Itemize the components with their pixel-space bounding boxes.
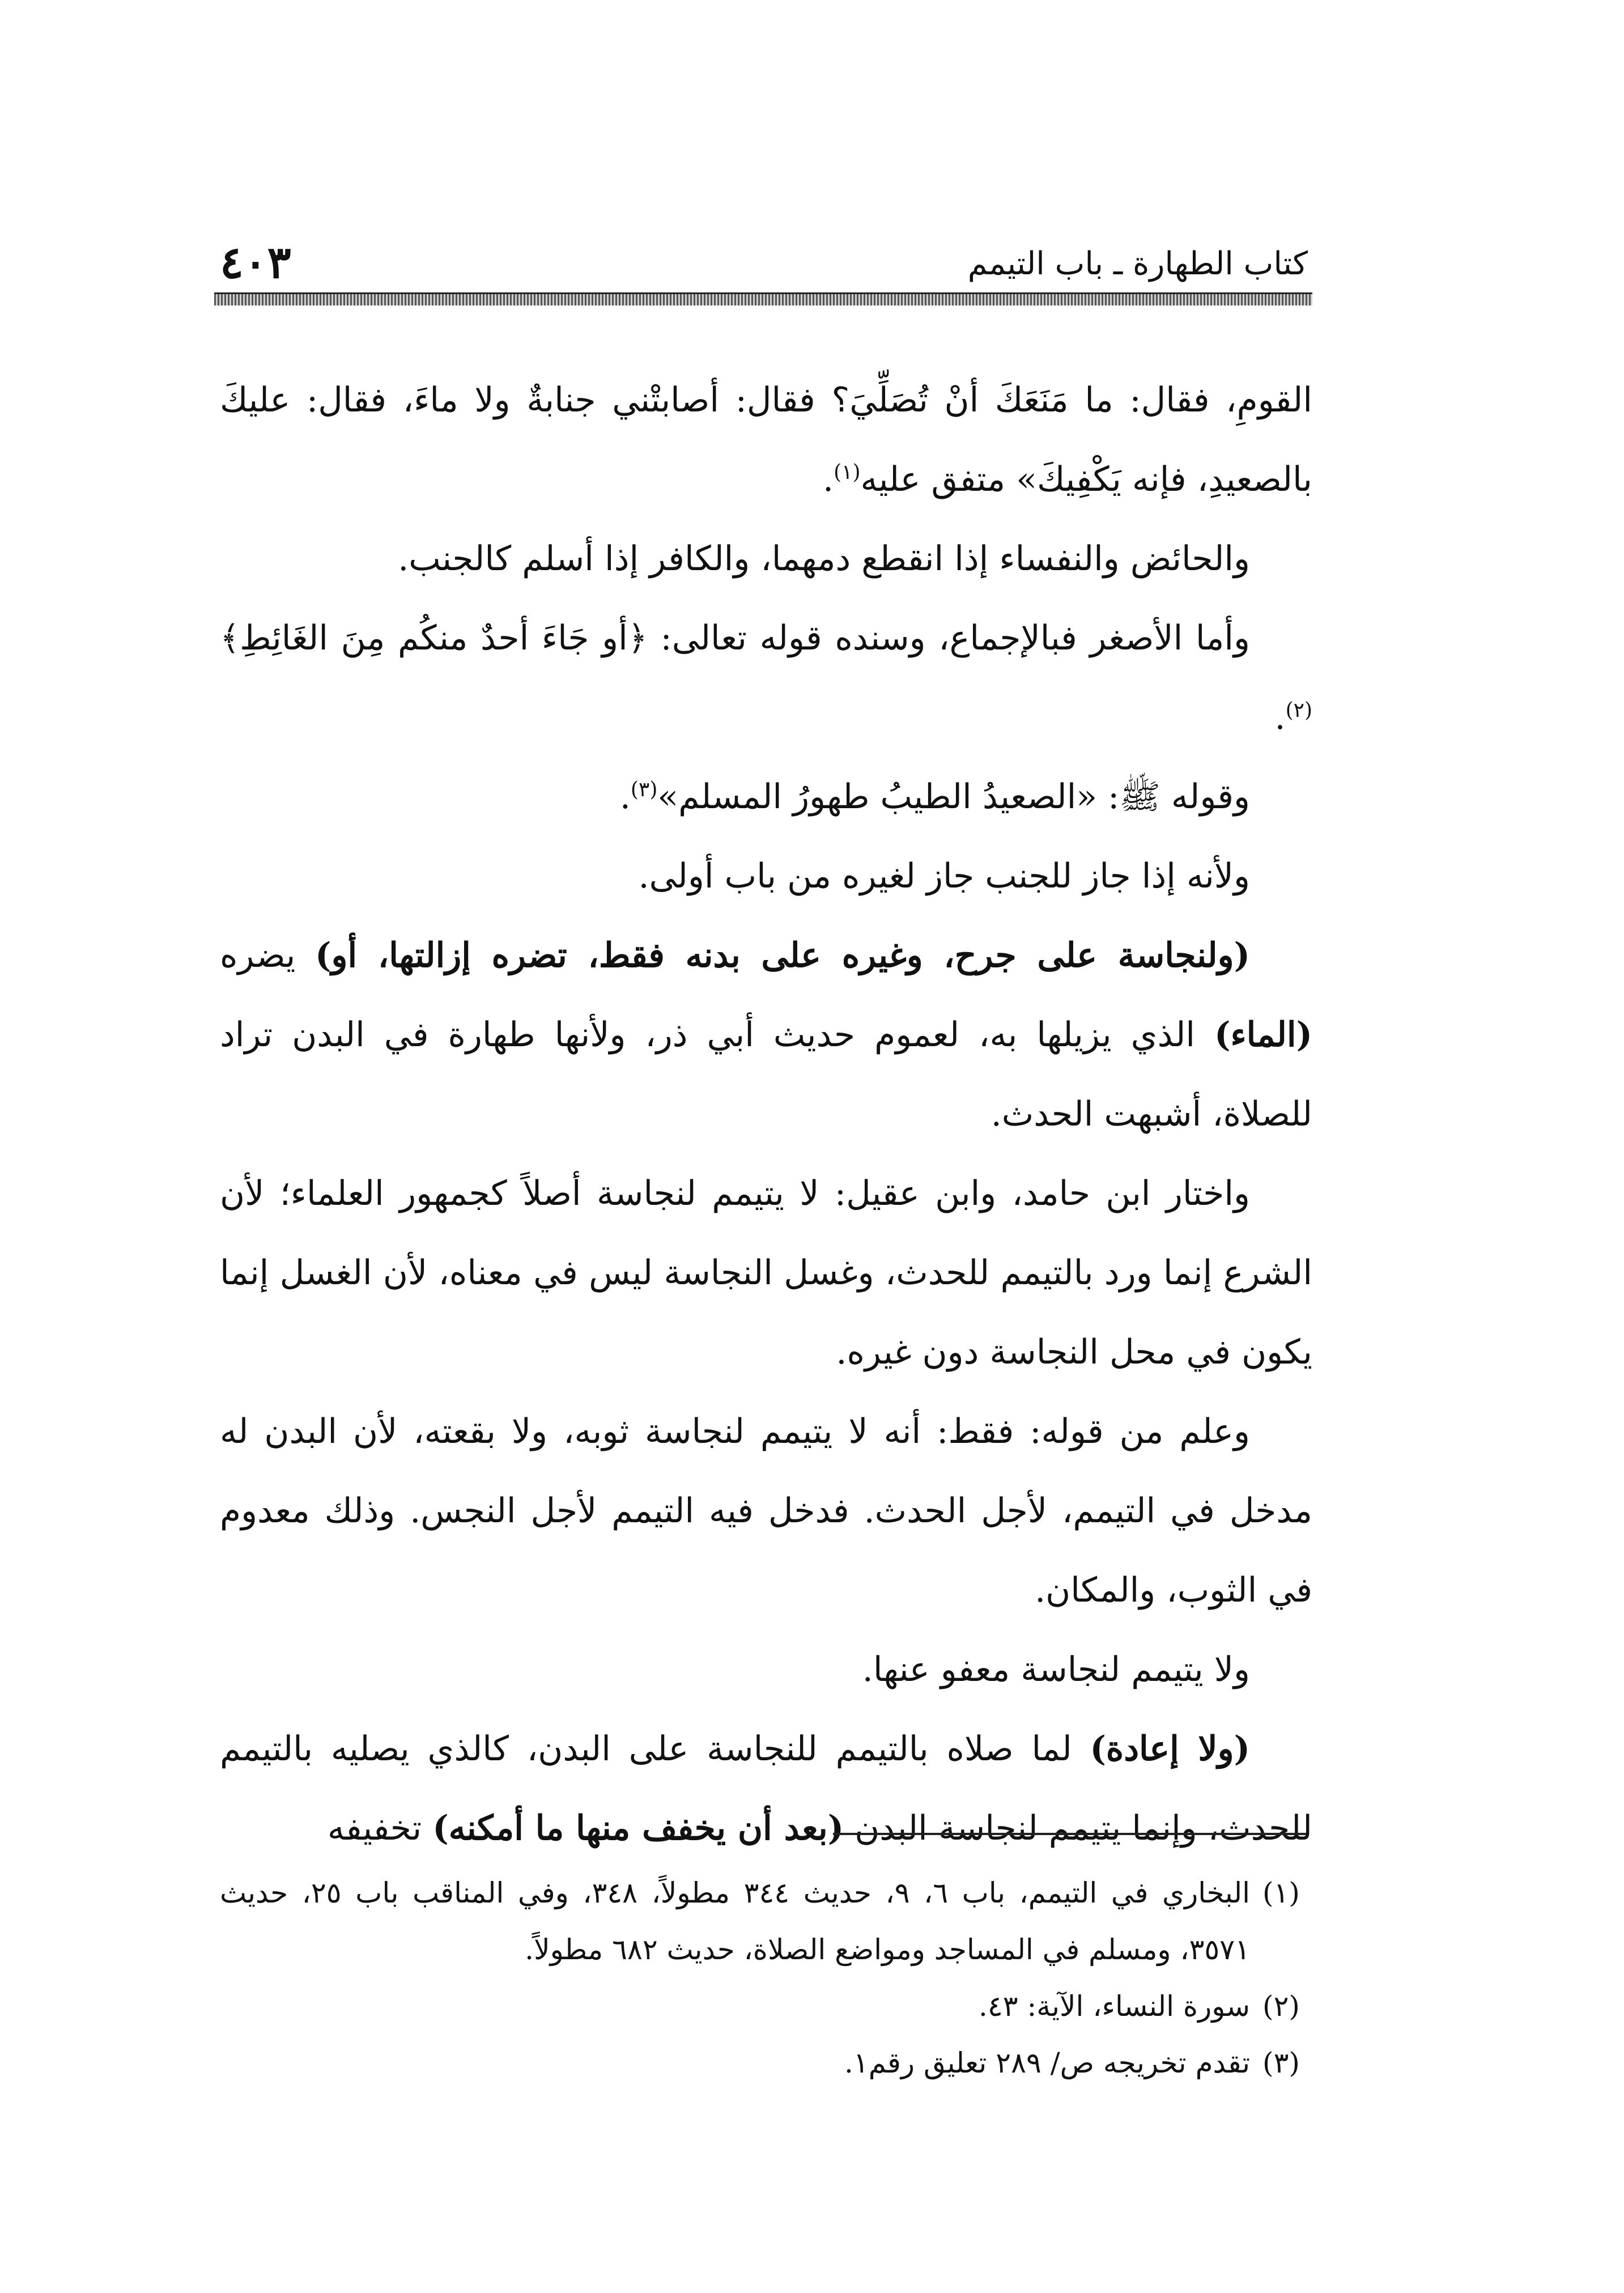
paragraph: واختار ابن حامد، وابن عقيل: لا يتيمم لنجاسة أصلاً كجمهور العلماء؛ لأن الشرع إنما ورد بالتيمم للحدث، وغسل النجاسة ليس في معناه، لأن الغسل إنما يكون في محل النجاسة دون غيره. [220,1174,1312,1372]
paragraph-text: القومِ، فقال: ما مَنَعَكَ أنْ تُصَلِّيَ؟ فقال: أصابتْني جنابةٌ ولا ماءَ، فقال: عليكَ بالصعيدِ، فإنه يَكْفِيكَ» متفق عليه [220,380,1312,499]
paragraph-end: . [619,777,631,817]
sharh-text: يضره [220,936,316,975]
header-divider [214,292,1312,305]
paragraph: وعلم من قوله: فقط: أنه لا يتيمم لنجاسة ثوبه، ولا بقعته، لأن البدن له مدخل في التيمم، لأجل الحدث. فدخل فيه التيمم لأجل النجس. وذلك معدوم في الثوب، والمكان. [220,1412,1312,1610]
matn-text: (ولنجاسة على جرح، وغيره على بدنه فقط، تضره إزالتها، أو) [315,936,1250,975]
running-title: كتاب الطهارة ـ باب التيمم [967,245,1308,282]
paragraph-end: . [1274,698,1286,737]
footnote-text: سورة النساء، الآية: ٤٣. [978,1990,1250,2023]
footnote-number: (١) [1262,1876,1300,1909]
paragraph [220,757,1312,836]
paragraph-end: . [823,460,834,499]
page-number: ٤٠٣ [220,237,291,288]
matn-text: (بعد أن يخفف منها ما أمكنه) [432,1808,844,1848]
matn-text: (الماء) [1214,1015,1312,1055]
paragraph-text: وقوله ﷺ: «الصعيدُ الطيبُ طهورُ المسلم» [657,777,1250,817]
paragraph [220,598,1312,757]
footnote-number: (٣) [1262,2046,1300,2079]
paragraph [220,916,1312,1154]
footnote-marker: (١) [834,461,861,484]
footnote-number: (٢) [1262,1990,1300,2023]
footnote-text: تقدم تخريجه ص/ ٢٨٩ تعليق رقم١. [844,2046,1250,2079]
sharh-text: تخفيفه [327,1808,433,1848]
footnote-text: البخاري في التيمم، باب ٦، ٩، حديث ٣٤٤ مطولاً، ٣٤٨، وفي المناقب باب ٢٥، حديث ٣٥٧١، ومسلم في المساجد ومواضع الصلاة، حديث ٦٨٢ مطولاً. [220,1876,1251,1966]
footnote [220,2035,1312,2091]
footnotes [220,1865,1312,2091]
sharh-text: لما صلاه بالتيمم للنجاسة على البدن، كالذي يصليه بالتيمم للحدث، وإنما يتيمم لنجاسة البدن [220,1729,1312,1848]
paragraph [220,1709,1312,1868]
paragraph: ولأنه إذا جاز للجنب جاز لغيره من باب أولى. [638,856,1250,896]
paragraph: والحائض والنفساء إذا انقطع دمهما، والكافر إذا أسلم كالجنب. [398,539,1250,579]
paragraph: ولا يتيمم لنجاسة معفو عنها. [862,1650,1250,1689]
paragraph-text: وأما الأصغر فبالإجماع، وسنده قوله تعالى: ﴿أو جَاءَ أحدٌ منكُم مِنَ الغَائِطِ﴾ [220,618,1250,658]
sharh-text: الذي يزيلها به، لعموم حديث أبي ذر، ولأنها طهارة في البدن تراد للصلاة، أشبهت الحدث. [220,1015,1312,1134]
footnote-marker: (٢) [1285,699,1312,722]
footnote-marker: (٣) [630,778,658,801]
matn-text: (ولا إعادة) [1090,1729,1250,1769]
footnote [220,1978,1312,2035]
footnote-divider [833,1833,1307,1835]
paragraph [220,360,1312,519]
footnote [220,1865,1312,1978]
main-text [220,360,1312,1868]
